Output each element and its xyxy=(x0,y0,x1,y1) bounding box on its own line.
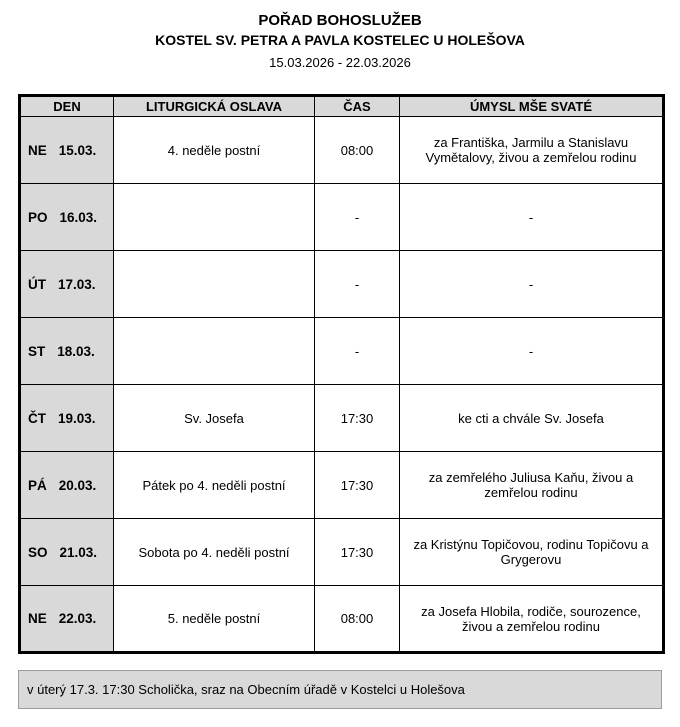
day-cell xyxy=(20,452,114,519)
time-cell: - xyxy=(315,318,400,385)
intention-cell: - xyxy=(400,184,664,251)
time-cell: 17:30 xyxy=(315,452,400,519)
day-abbr: SO xyxy=(28,544,48,560)
day-cell xyxy=(20,184,114,251)
page-title: POŘAD BOHOSLUŽEB xyxy=(258,12,422,29)
celebration-cell: Sobota po 4. neděli postní xyxy=(114,519,315,586)
celebration-cell: 5. neděle postní xyxy=(114,586,315,653)
table-row xyxy=(20,519,664,586)
day-cell xyxy=(20,251,114,318)
intention-cell: za Kristýnu Topičovou, rodinu Topičovu a Grygerovu xyxy=(400,519,664,586)
day-abbr: NE xyxy=(28,611,47,626)
day-cell xyxy=(20,519,114,586)
day-abbr: ČT xyxy=(28,410,46,426)
celebration-cell xyxy=(114,184,315,251)
time-cell: - xyxy=(315,184,400,251)
table-row xyxy=(20,385,664,452)
celebration-cell xyxy=(114,318,315,385)
day-date: 15.03. xyxy=(58,142,97,158)
day-abbr: PÁ xyxy=(28,477,47,493)
intention-cell: - xyxy=(400,251,664,318)
intention-cell: za zemřelého Juliusa Kaňu, živou a zemřelou rodinu xyxy=(400,452,664,519)
day-cell xyxy=(20,586,114,653)
intention-cell: ke cti a chvále Sv. Josefa xyxy=(400,385,664,452)
day-abbr: ÚT xyxy=(28,276,46,292)
table-row xyxy=(20,184,664,251)
date-range: 15.03.2026 - 22.03.2026 xyxy=(269,55,411,70)
column-header-den: DEN xyxy=(20,96,114,117)
table-row xyxy=(20,586,664,653)
celebration-cell: Sv. Josefa xyxy=(114,385,315,452)
day-cell xyxy=(20,318,114,385)
day-date: 18.03. xyxy=(57,343,95,359)
celebration-cell: Pátek po 4. neděli postní xyxy=(114,452,315,519)
day-abbr: NE xyxy=(28,142,47,158)
time-cell: 17:30 xyxy=(315,519,400,586)
intention-cell: za Františka, Jarmilu a Stanislavu Vymětalovy, živou a zemřelou rodinu xyxy=(400,117,664,184)
column-header-liturgicka-oslava: LITURGICKÁ OSLAVA xyxy=(114,96,315,117)
day-date: 19.03. xyxy=(58,410,96,426)
schedule-table xyxy=(18,94,665,654)
table-row xyxy=(20,117,664,184)
table-header-row xyxy=(20,96,664,117)
footer-note: v úterý 17.3. 17:30 Scholička, sraz na Obecním úřadě v Kostelci u Holešova xyxy=(18,670,662,709)
document-header xyxy=(18,12,662,70)
celebration-cell xyxy=(114,251,315,318)
table-row xyxy=(20,318,664,385)
day-date: 22.03. xyxy=(58,611,97,626)
celebration-cell: 4. neděle postní xyxy=(114,117,315,184)
time-cell: 08:00 xyxy=(315,586,400,653)
column-header-cas: ČAS xyxy=(315,96,400,117)
day-abbr: ST xyxy=(28,343,46,359)
page-subtitle: KOSTEL SV. PETRA A PAVLA KOSTELEC U HOLEŠOVA xyxy=(155,32,525,48)
intention-cell: za Josefa Hlobila, rodiče, sourozence, živou a zemřelou rodinu xyxy=(400,586,664,653)
time-cell: 08:00 xyxy=(315,117,400,184)
day-cell xyxy=(20,385,114,452)
day-date: 17.03. xyxy=(58,276,96,292)
time-cell: - xyxy=(315,251,400,318)
day-date: 20.03. xyxy=(58,477,97,493)
table-row xyxy=(20,251,664,318)
table-row xyxy=(20,452,664,519)
day-date: 16.03. xyxy=(59,209,98,225)
time-cell: 17:30 xyxy=(315,385,400,452)
day-abbr: PO xyxy=(28,209,48,225)
column-header-umysl: ÚMYSL MŠE SVATÉ xyxy=(400,96,664,117)
intention-cell: - xyxy=(400,318,664,385)
day-date: 21.03. xyxy=(59,544,98,560)
day-cell xyxy=(20,117,114,184)
